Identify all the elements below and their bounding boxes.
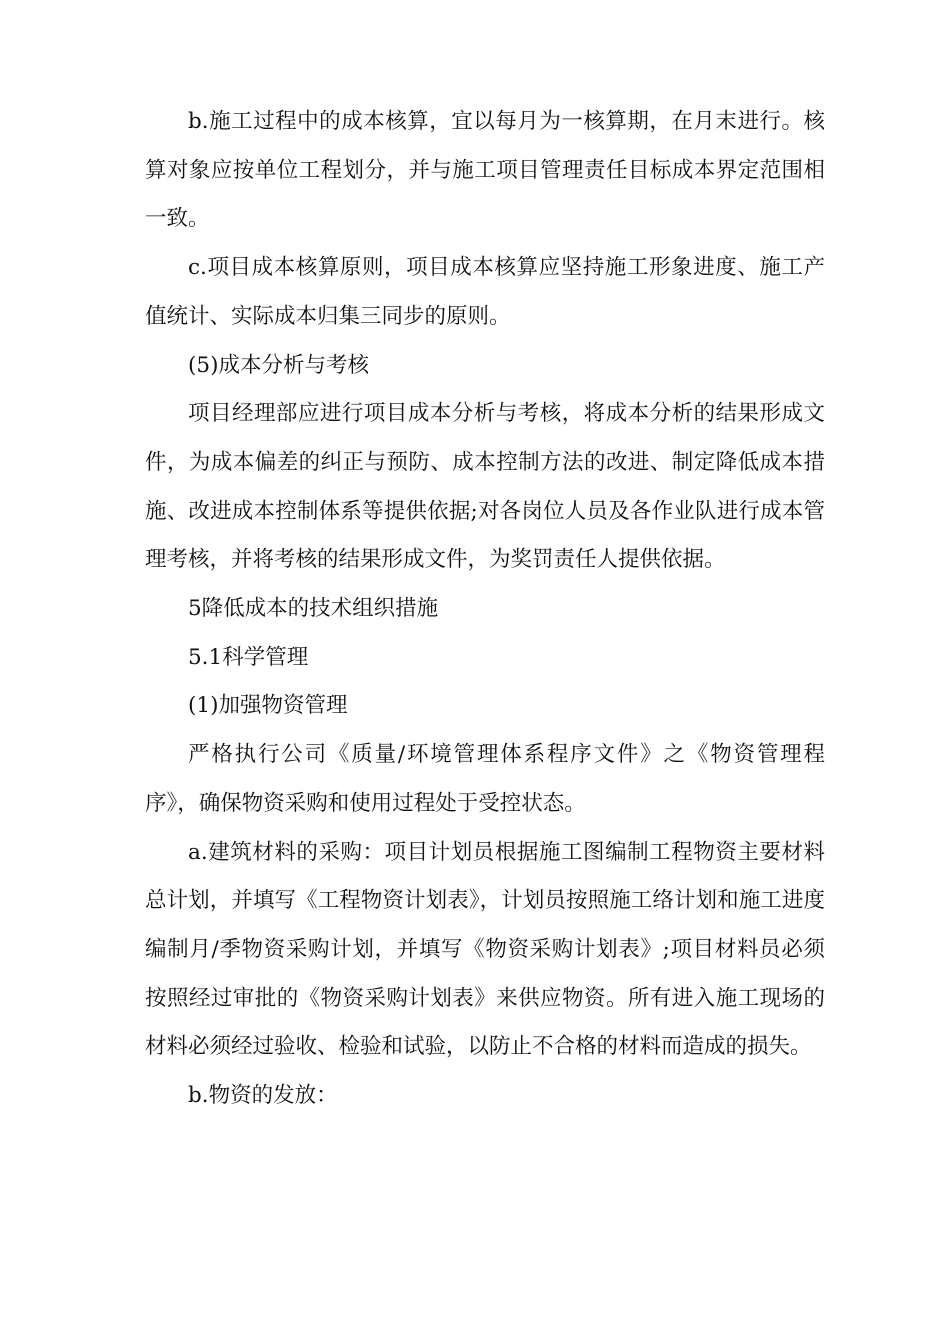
paragraph-material-distribution: b.物资的发放： [188,1083,338,1109]
heading-section-5-1: 5.1科学管理 [188,644,309,670]
paragraph-material-procurement: a.建筑材料的采购：项目计划员根据施工图编制工程物资主要材料总计划，并填写《工程物资计划表》，计划员按照施工络计划和施工进度编制月/季物资采购计划，并填写《物资采购计划表》;项目材料员必须按照经过审批的《物资采购计划表》来供应物资。所有进入施工现场的材料必须经过验收、检验和试验，以防止不合格的材料而造成的损失。 [145,839,825,1060]
document-page [145,98,825,1121]
paragraph-procedure-documents: 严格执行公司《质量/环境管理体系程序文件》之《物资管理程序》，确保物资采购和使用过程处于受控状态。 [145,742,825,816]
heading-section-5: 5降低成本的技术组织措施 [188,596,439,622]
heading-material-management: (1)加强物资管理 [188,693,348,719]
paragraph-cost-analysis: 项目经理部应进行项目成本分析与考核，将成本分析的结果形成文件，为成本偏差的纠正与预防、成本控制方法的改进、制定降低成本措施、改进成本控制体系等提供依据;对各岗位人员及各作业队进行成本管理考核，并将考核的结果形成文件，为奖罚责任人提供依据。 [145,401,825,573]
paragraph-cost-accounting-period: b.施工过程中的成本核算，宜以每月为一核算期，在月末进行。核算对象应按单位工程划分，并与施工项目管理责任目标成本界定范围相一致。 [145,109,825,232]
paragraph-cost-accounting-principle: c.项目成本核算原则，项目成本核算应坚持施工形象进度、施工产值统计、实际成本归集三同步的原则。 [145,255,825,329]
heading-cost-analysis: (5)成本分析与考核 [188,352,369,378]
